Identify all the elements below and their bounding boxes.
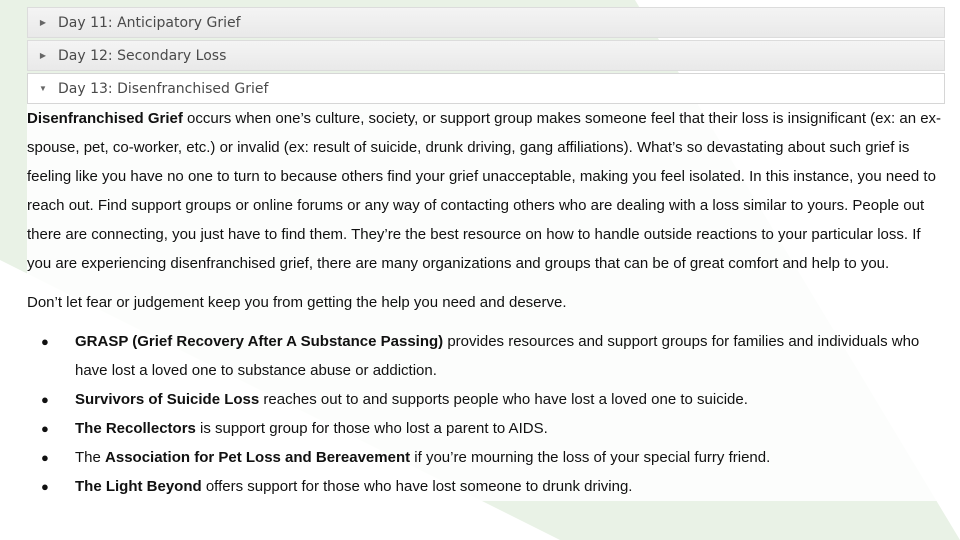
org-name: The Light Beyond <box>75 478 202 495</box>
org-name: The Recollectors <box>75 420 196 437</box>
accordion-item-label: Day 13: Disenfranchised Grief <box>58 80 269 97</box>
intro-term: Disenfranchised Grief <box>27 110 183 127</box>
intro-text: occurs when one’s culture, society, or support group makes someone feel that their loss is insignificant (ex: an ex-spouse, pet, co-worker, etc.) or invalid (ex: result of suicide, drunk driving, gang affiliations). What’s so devastating about such grief is feeling like you have no one to turn to because others find your grief unacceptable, making you feel isolated. In this instance, you need to reach out. Find support groups or online forums or any way of contacting others who are dealing with a loss similar to yours. People out there are connecting, you just have to find them. They’re the best resource on how to handle outside reactions to your particular loss. If you are experiencing disenfranchised grief, there are many organizations and groups that can be of great comfort and help to you. <box>27 110 942 272</box>
bullet-icon: ● <box>41 392 49 407</box>
org-description: offers support for those who have lost someone to drunk driving. <box>201 478 633 495</box>
caret-right-icon: ▶ <box>39 51 47 60</box>
caret-down-icon: ▼ <box>39 84 47 93</box>
list-item <box>27 443 942 472</box>
bullet-icon: ● <box>41 479 49 494</box>
accordion-item-day-13[interactable] <box>27 73 945 104</box>
list-item <box>27 472 942 501</box>
org-description: reaches out to and supports people who have lost a loved one to suicide. <box>259 391 748 408</box>
accordion-item-day-11[interactable] <box>27 7 945 38</box>
accordion-item-day-12[interactable] <box>27 40 945 71</box>
encouragement-paragraph: Don’t let fear or judgement keep you from getting the help you need and deserve. <box>27 294 567 311</box>
org-name: Survivors of Suicide Loss <box>75 391 260 408</box>
organization-list <box>27 327 942 501</box>
org-description: if you’re mourning the loss of your special furry friend. <box>410 449 771 466</box>
accordion-item-label: Day 12: Secondary Loss <box>58 47 227 64</box>
org-description: provides resources and support groups for families and individuals who have lost a loved one to substance abuse or addiction. <box>75 333 920 379</box>
bullet-icon: ● <box>41 450 49 465</box>
caret-right-icon: ▶ <box>39 18 47 27</box>
list-item <box>27 385 942 414</box>
bullet-icon: ● <box>41 421 49 436</box>
accordion <box>27 7 945 106</box>
accordion-panel-content <box>27 104 942 501</box>
org-description: is support group for those who lost a parent to AIDS. <box>195 420 548 437</box>
org-name: GRASP (Grief Recovery After A Substance Passing) <box>75 333 444 350</box>
intro-paragraph <box>27 104 942 278</box>
org-prefix: The <box>75 449 106 466</box>
list-item <box>27 327 942 385</box>
accordion-item-label: Day 11: Anticipatory Grief <box>58 14 241 31</box>
org-name: Association for Pet Loss and Bereavement <box>105 449 411 466</box>
bullet-icon: ● <box>41 334 49 349</box>
list-item <box>27 414 942 443</box>
